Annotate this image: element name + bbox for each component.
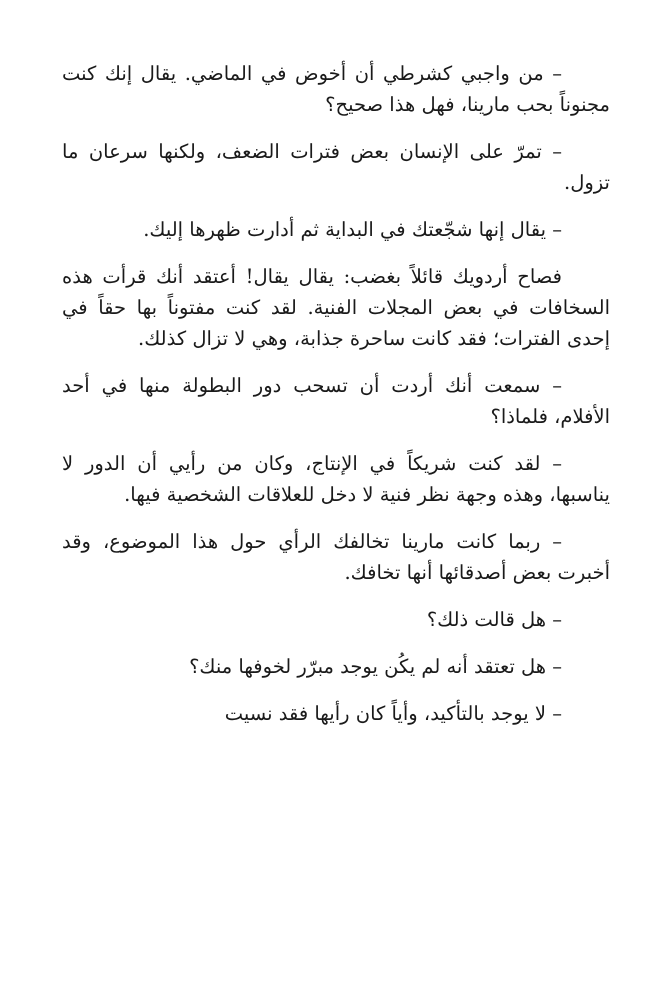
paragraph-3: – يقال إنها شجّعتك في البداية ثم أدارت ظهرها إليك. [143, 218, 562, 241]
paragraph-10: – لا يوجد بالتأكيد، وأياً كان رأيها فقد نسيت [224, 702, 562, 725]
paragraph-9: – هل تعتقد أنه لم يكُن يوجد مبرّر لخوفها منك؟ [189, 655, 562, 678]
paragraph-8: – هل قالت ذلك؟ [426, 608, 562, 631]
book-page [62, 58, 610, 745]
paragraph-7: – ربما كانت مارينا تخالفك الرأي حول هذا الموضوع، وقد أخبرت بعض أصدقائها أنها تخافك. [62, 530, 610, 584]
paragraph-1: – من واجبي كشرطي أن أخوض في الماضي. يقال إنك كنت مجنوناً بحب مارينا، فهل هذا صحيح؟ [62, 62, 610, 116]
paragraph-5: – سمعت أنك أردت أن تسحب دور البطولة منها في أحد الأفلام، فلماذا؟ [62, 374, 610, 428]
paragraph-2: – تمرّ على الإنسان بعض فترات الضعف، ولكنها سرعان ما تزول. [62, 140, 610, 194]
paragraph-4: فصاح أردويك قائلاً بغضب: يقال يقال! أعتقد أنك قرأت هذه السخافات في بعض المجلات الفنية. لقد كنت مفتوناً بها حقاً في إحدى الفترات؛ فقد كانت ساحرة جذابة، وهي لا تزال كذلك. [62, 265, 610, 350]
paragraph-6: – لقد كنت شريكاً في الإنتاج، وكان من رأيي أن الدور لا يناسبها، وهذه وجهة نظر فنية لا دخل للعلاقات الشخصية فيها. [62, 452, 610, 506]
